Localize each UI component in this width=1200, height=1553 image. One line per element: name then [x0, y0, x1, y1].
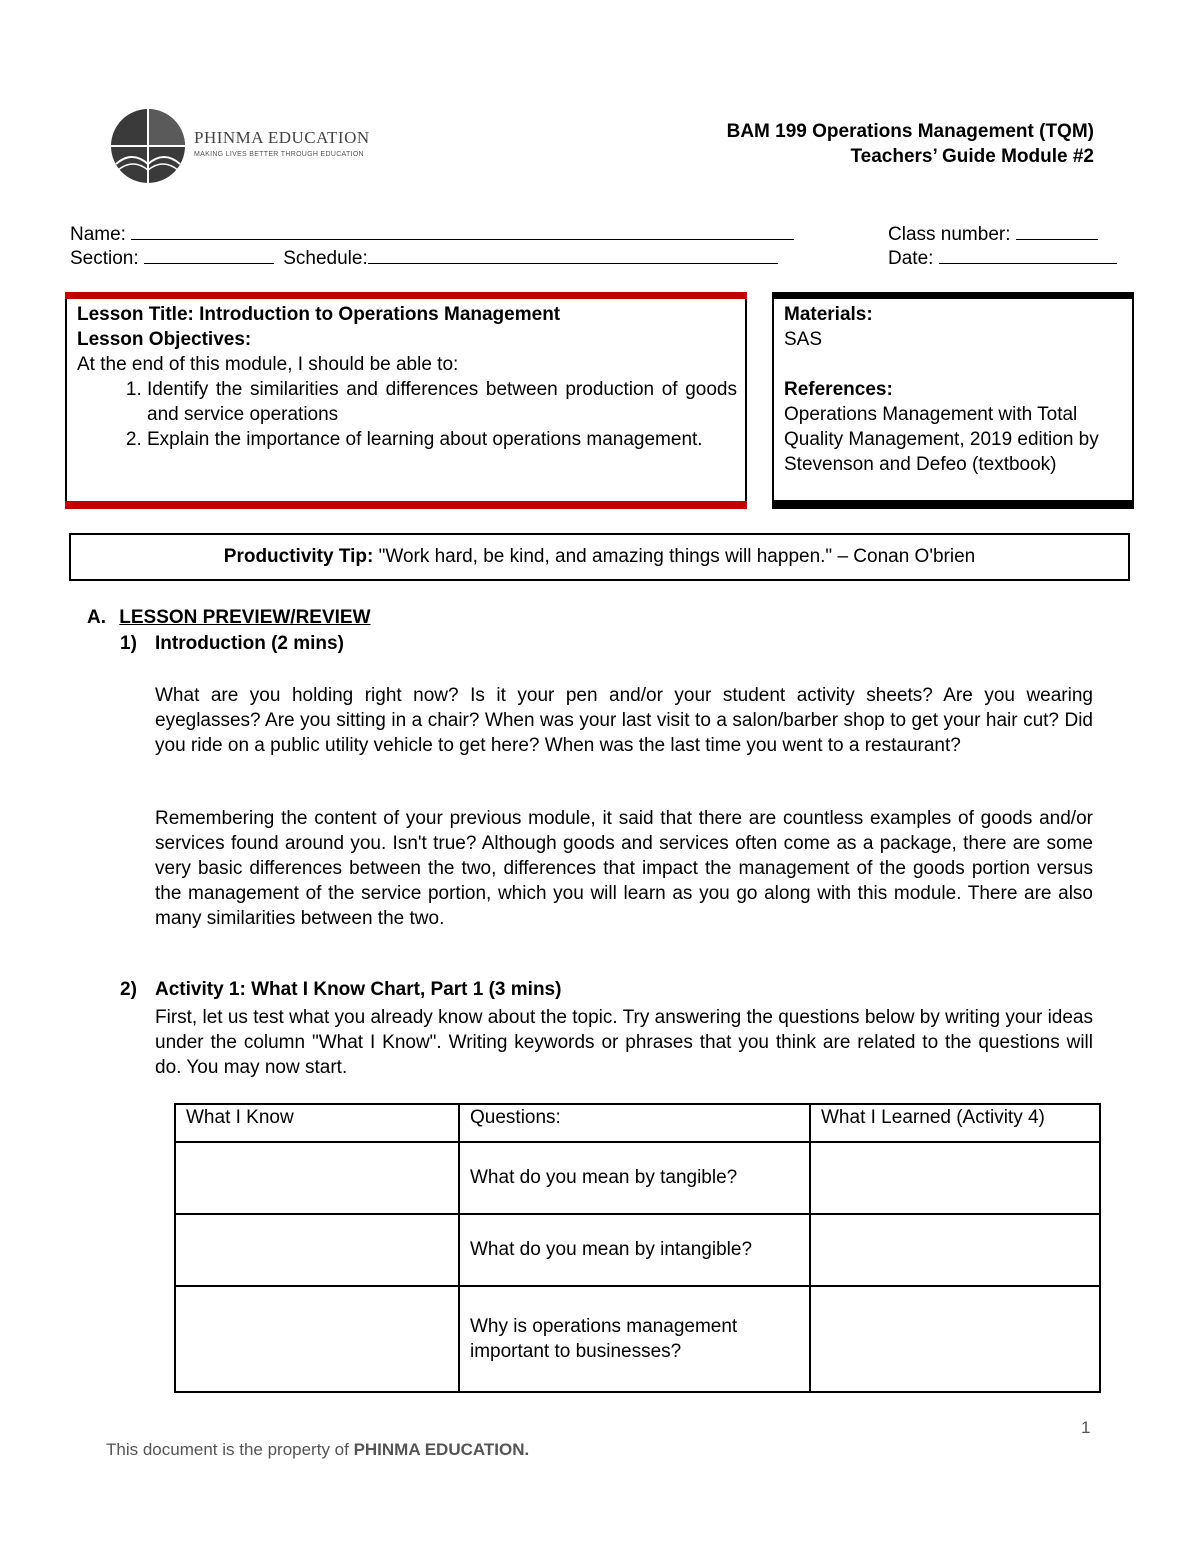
objectives-label: Lesson Objectives:: [77, 329, 252, 350]
what-i-know-cell[interactable]: [175, 1142, 459, 1214]
activity-number: 2): [120, 979, 137, 1000]
materials-content: [784, 302, 1129, 477]
page-number: 1: [1081, 1418, 1091, 1437]
productivity-tip-box: [69, 533, 1130, 581]
intro-heading: Introduction (2 mins): [155, 633, 344, 654]
class-number-label: Class number:: [888, 224, 1011, 245]
footer-text: This document is the property of: [106, 1440, 354, 1459]
references-value: Operations Management with Total Quality Management, 2019 edition by Stevenson and Defeo (textbook): [784, 404, 1099, 475]
lesson-box-bottom-bar: [65, 501, 747, 509]
references-label: References:: [784, 379, 893, 400]
table-row: [175, 1286, 1100, 1392]
footer: [106, 1440, 529, 1460]
intro-number: 1): [120, 633, 137, 654]
section-title: LESSON PREVIEW/REVIEW: [119, 607, 371, 628]
materials-label: Materials:: [784, 304, 873, 325]
activity-paragraph: First, let us test what you already know about the topic. Try answering the questions below by writing your ideas under the column "What I Know". Writing keywords or phrases that you think are related to the questions will do. You may now start.: [155, 1007, 1093, 1078]
what-i-learned-cell[interactable]: [810, 1142, 1100, 1214]
question-cell: What do you mean by tangible?: [459, 1142, 810, 1214]
materials-value: SAS: [784, 329, 823, 350]
header-what-i-know: What I Know: [175, 1104, 459, 1142]
lesson-box-top-bar: [65, 292, 747, 299]
logo-name: PHINMA EDUCATION: [194, 128, 370, 147]
lesson-title: Lesson Title: Introduction to Operations Management: [77, 304, 561, 325]
what-i-know-table: [174, 1103, 1101, 1393]
question-cell: Why is operations management important to businesses?: [459, 1286, 810, 1392]
activity-heading: Activity 1: What I Know Chart, Part 1 (3 mins): [155, 979, 562, 1000]
date-input-line[interactable]: [939, 245, 1117, 264]
intro-paragraph-2: Remembering the content of your previous module, it said that there are countless examples of goods and/or services found around you. Isn't true? Although goods and services often come as a package, there are some very basic differences between the two, differences that impact the management of the goods portion versus the management of the service portion, which you will learn as you go along with this module. There are also many similarities between the two.: [155, 808, 1093, 929]
footer-owner: PHINMA EDUCATION.: [353, 1440, 530, 1459]
schedule-label: Schedule:: [283, 248, 368, 269]
question-cell: What do you mean by intangible?: [459, 1214, 810, 1286]
name-field-row: [70, 221, 794, 246]
materials-box-bottom-bar: [772, 500, 1134, 509]
table-row: [175, 1142, 1100, 1214]
phinma-logo: [108, 106, 368, 186]
name-label: Name:: [70, 224, 126, 245]
module-title: Teachers’ Guide Module #2: [850, 146, 1094, 167]
section-letter: A.: [87, 607, 106, 628]
what-i-learned-cell[interactable]: [810, 1214, 1100, 1286]
section-a-heading: [87, 607, 371, 629]
class-number-row: [888, 221, 1098, 246]
date-label: Date:: [888, 248, 934, 269]
objective-item: 1. Identify the similarities and differences between production of goods and service operations: [147, 377, 737, 427]
tip-quote: "Work hard, be kind, and amazing things will happen." – Conan O'brien: [373, 546, 976, 567]
table-header-row: [175, 1104, 1100, 1142]
what-i-know-cell[interactable]: [175, 1286, 459, 1392]
header-questions: Questions:: [459, 1104, 810, 1142]
objectives-intro: At the end of this module, I should be able to:: [77, 354, 459, 375]
objective-item: 2. Explain the importance of learning about operations management.: [147, 427, 737, 452]
objectives-list: [77, 377, 737, 452]
lesson-content: [77, 302, 737, 452]
table-row: [175, 1214, 1100, 1286]
tip-label: Productivity Tip:: [223, 546, 374, 567]
section-input-line[interactable]: [144, 245, 274, 264]
materials-box-top-bar: [772, 292, 1134, 299]
header-what-i-learned: What I Learned (Activity 4): [810, 1104, 1100, 1142]
globe-book-icon: [108, 106, 188, 186]
logo-tagline: MAKING LIVES BETTER THROUGH EDUCATION: [194, 151, 364, 158]
schedule-input-line[interactable]: [368, 245, 778, 264]
course-title: BAM 199 Operations Management (TQM): [726, 121, 1094, 142]
class-number-input-line[interactable]: [1016, 221, 1098, 240]
document-header: [727, 119, 1094, 169]
intro-paragraph-1: What are you holding right now? Is it your pen and/or your student activity sheets? Are you wearing eyeglasses? Are you sitting in a chair? When was your last visit to a salon/barber shop to get your hair cut? Did you ride on a public utility vehicle to get here? When was the last time you went to a restaurant?: [155, 685, 1093, 756]
date-field-row: [888, 245, 1117, 270]
name-input-line[interactable]: [131, 221, 794, 240]
section-field-row: [70, 245, 778, 270]
what-i-learned-cell[interactable]: [810, 1286, 1100, 1392]
what-i-know-cell[interactable]: [175, 1214, 459, 1286]
section-label: Section:: [70, 248, 139, 269]
